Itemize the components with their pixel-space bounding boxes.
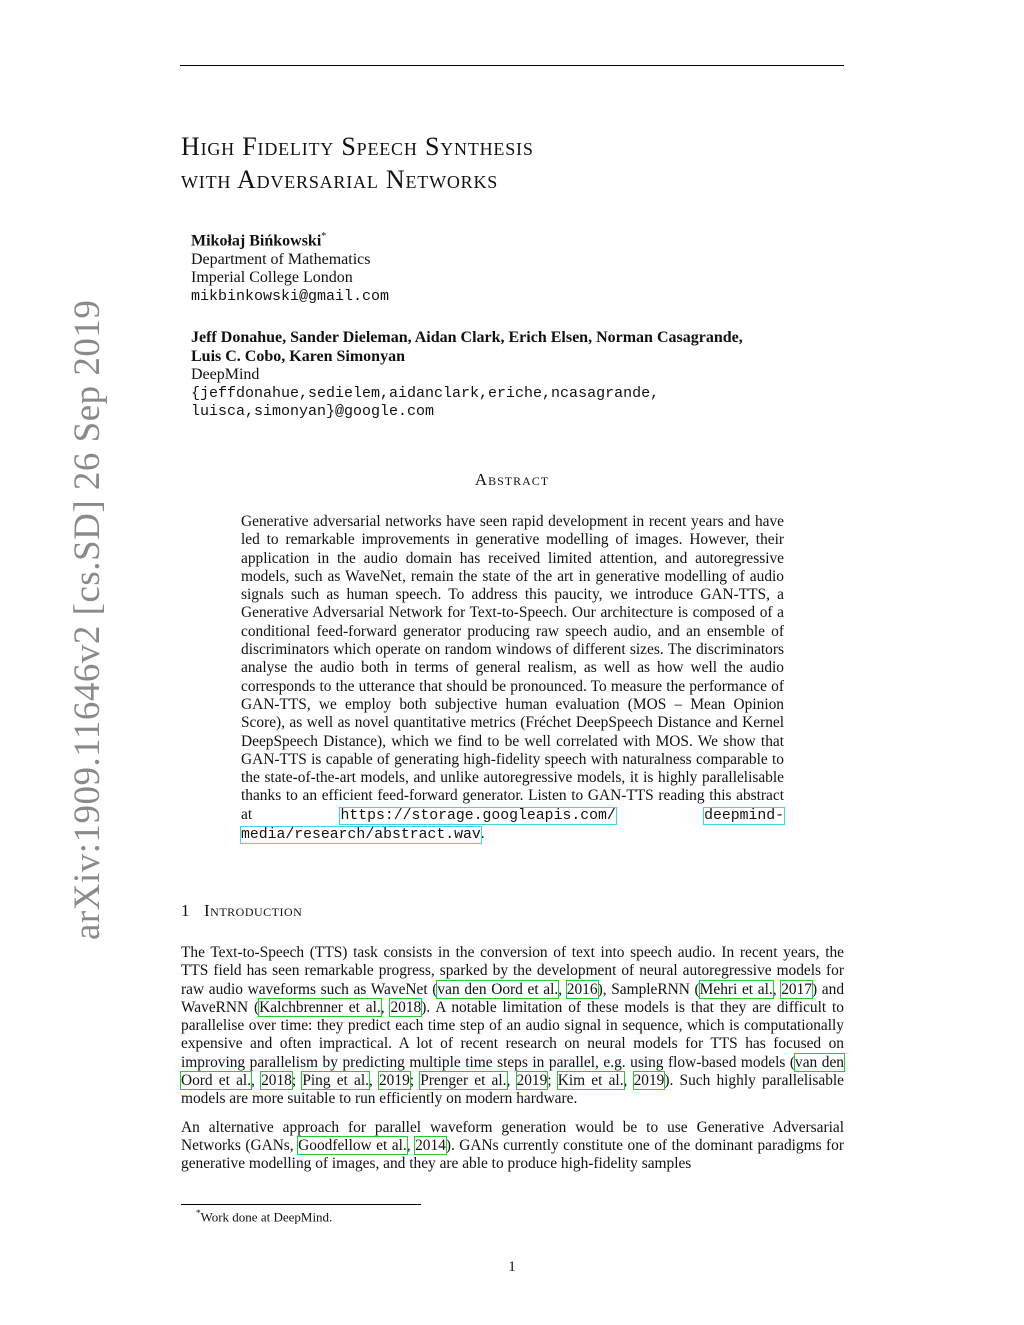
author-emails-line-2: luisca,simonyan}@google.com bbox=[191, 403, 435, 420]
intro-text: , bbox=[380, 998, 391, 1016]
intro-paragraph-2 bbox=[181, 1119, 844, 1174]
intro-text: ). Such highly parallelisable models are more suitable to run efficiently on modern hardware. bbox=[181, 1072, 845, 1108]
author-emails-line-1: {jeffdonahue,sedielem,aidanclark,eriche,ncasagrande, bbox=[191, 384, 660, 402]
author-names-line-1: Jeff Donahue, Sander Dieleman, Aidan Clark, Erich Elsen, Norman Casagrande, bbox=[191, 329, 743, 346]
arxiv-sidebar bbox=[18, 299, 108, 940]
intro-text: , bbox=[558, 980, 567, 998]
author-organization: DeepMind bbox=[191, 366, 260, 383]
intro-text: , bbox=[623, 1072, 634, 1090]
author-name: Mikołaj Bińkowski bbox=[191, 232, 322, 250]
author-block-2 bbox=[191, 329, 743, 422]
citation-link[interactable]: Goodfellow et al. bbox=[298, 1136, 407, 1154]
abstract-end: . bbox=[480, 825, 485, 843]
citation-link[interactable]: Kim et al. bbox=[557, 1072, 624, 1090]
citation-link[interactable]: 2016 bbox=[566, 980, 598, 998]
footnote-mark: * bbox=[196, 1208, 201, 1218]
intro-text: The Text-to-Speech (TTS) task consists in the conversion of text into speech audio. In recent years, the TTS field has seen remarkable progress, sparked by the development of neural autoregressive models for raw audio waveforms such as WaveNet ( bbox=[181, 944, 844, 998]
author-block-1 bbox=[191, 228, 389, 306]
author-names-line-2: Luis C. Cobo, Karen Simonyan bbox=[191, 347, 405, 365]
title-line-2: with Adversarial Networks bbox=[181, 165, 499, 194]
abstract-body bbox=[241, 513, 784, 844]
citation-link[interactable]: Prenger et al. bbox=[420, 1072, 507, 1090]
intro-text: ). A notable limitation of these models is that they are difficult to parallelise over time: they predict each time step of an audio signal in sequence, which is computationally expensive and often impractical. A lot of recent research on neural models for TTS has focused on improving parallelism by predicting multiple time steps in parallel, e.g. using flow-based models ( bbox=[181, 998, 844, 1071]
intro-text: , bbox=[406, 1136, 416, 1154]
intro-text: , bbox=[772, 980, 782, 998]
author-institution: Imperial College London bbox=[191, 269, 353, 287]
intro-text: , bbox=[506, 1072, 517, 1090]
intro-text: ) and WaveRNN ( bbox=[181, 980, 845, 1016]
footnote bbox=[196, 1208, 332, 1225]
citation-link[interactable]: 2018 bbox=[261, 1072, 292, 1090]
citation-link[interactable]: van den Oord et al. bbox=[437, 980, 559, 998]
abstract-audio-link[interactable]: https://storage.googleapis.com/ bbox=[340, 807, 616, 824]
abstract-text: Generative adversarial networks have seen rapid development in recent years and have led to remarkable improvements in generative modelling of images. However, their application in the audio domain has received limited attention, and autoregressive models, such as WaveNet, remain the state of the art in generative modelling of audio signals such as human speech. To address this paucity, we introduce GAN-TTS, a Generative Adversarial Network for Text-to-Speech. Our architecture is composed of a conditional feed-forward generator producing raw speech audio, and an ensemble of discriminators which operate on random windows of different sizes. The discriminators analyse the audio both in terms of general realism, as well as how well the audio corresponds to the utterance that should be pronounced. To measure the performance of GAN-TTS, we employ both subjective human evaluation (MOS – Mean Opinion Score), as well as novel quantitative metrics (Fréchet DeepSpeech Distance and Kernel DeepSpeech Distance), which we find to be well correlated with MOS. We show that GAN-TTS is capable of generating high-fidelity speech with naturalness comparable to the state-of-the-art models, and unlike autoregressive models, it is highly parallelisable thanks to an efficient feed-forward generator. Listen to GAN-TTS reading this abstract at bbox=[241, 513, 784, 823]
footnote-text: Work done at DeepMind. bbox=[200, 1209, 333, 1225]
citation-link[interactable]: 2019 bbox=[633, 1072, 665, 1090]
abstract-heading: Abstract bbox=[474, 470, 550, 489]
author-footnote-mark: * bbox=[321, 231, 327, 242]
intro-text: An alternative approach for parallel waveform generation would be to use Generative Adversarial Networks (GANs, bbox=[181, 1118, 844, 1154]
section-number: 1 bbox=[181, 901, 190, 920]
intro-text: ; bbox=[547, 1072, 558, 1090]
citation-link[interactable]: Ping et al. bbox=[302, 1072, 369, 1090]
intro-text: , bbox=[251, 1072, 262, 1090]
intro-paragraph-1 bbox=[181, 944, 844, 1109]
footnote-rule bbox=[181, 1204, 421, 1205]
title-line-1: High Fidelity Speech Synthesis bbox=[181, 132, 534, 161]
author-email: mikbinkowski@gmail.com bbox=[191, 287, 390, 305]
citation-link[interactable]: 2014 bbox=[415, 1136, 446, 1154]
section-title: Introduction bbox=[204, 901, 303, 920]
author-department: Department of Mathematics bbox=[191, 250, 371, 268]
citation-link[interactable]: 2019 bbox=[516, 1072, 548, 1090]
citation-link[interactable]: 2017 bbox=[781, 980, 812, 998]
introduction-body bbox=[181, 944, 844, 1184]
citation-link[interactable]: van den Oord et al. bbox=[181, 1053, 844, 1090]
citation-link[interactable]: 2019 bbox=[378, 1072, 410, 1090]
intro-text: ; bbox=[291, 1072, 303, 1090]
arxiv-identifier[interactable]: arXiv:1909.11646v2 [cs.SD] 26 Sep 2019 bbox=[67, 299, 108, 940]
intro-text: ). GANs currently constitute one of the dominant paradigms for generative modelling of images, and they are able to produce high-fidelity samples bbox=[181, 1136, 845, 1173]
intro-text: ; bbox=[409, 1072, 421, 1090]
page-number: 1 bbox=[508, 1259, 516, 1275]
top-rule bbox=[180, 65, 844, 66]
intro-text: ), SampleRNN ( bbox=[597, 980, 700, 998]
citation-link[interactable]: Kalchbrenner et al. bbox=[259, 998, 381, 1016]
citation-link[interactable]: Mehri et al. bbox=[699, 980, 773, 998]
intro-text: , bbox=[368, 1072, 379, 1090]
abstract-audio-link-cont[interactable]: deepmind-media/research/abstract.wav bbox=[241, 807, 784, 844]
citation-link[interactable]: 2018 bbox=[390, 998, 422, 1016]
paper-title bbox=[181, 130, 534, 196]
section-heading-introduction bbox=[181, 901, 302, 921]
